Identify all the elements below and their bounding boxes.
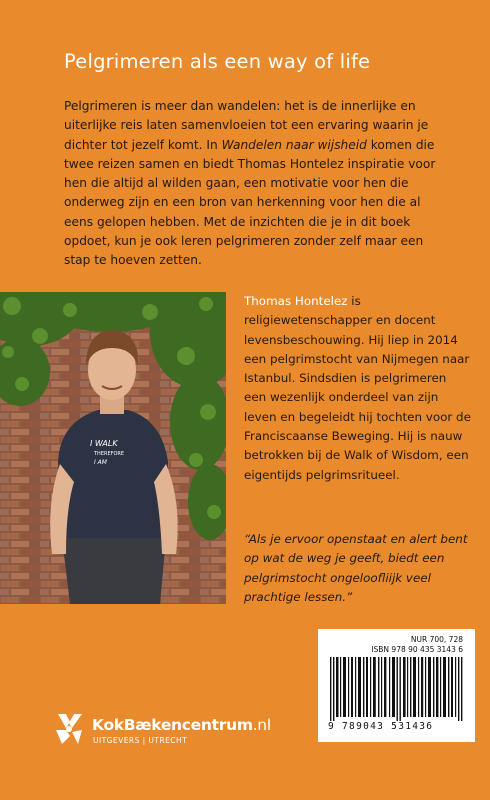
book-quote: “Als je ervoor openstaat en alert bent op wat de weg je geeft, biedt een pelgrimstocht ongeloofliijk veel prachtige lessen.”: [244, 532, 468, 604]
nur-code: NUR 700, 728: [410, 635, 463, 644]
barcode-digits: 9 789043 531436: [328, 721, 434, 732]
publisher-name: [92, 716, 271, 734]
book-blurb: [64, 97, 436, 271]
publisher-mark-icon: [52, 712, 86, 746]
back-cover-title: Pelgrimeren als een way of life: [64, 50, 371, 73]
barcode-block: [318, 629, 475, 742]
author-photo: [0, 292, 226, 604]
shirt-text-3: I AM: [94, 459, 107, 466]
publisher-name-bold: KokBækencentrum: [92, 716, 253, 734]
publisher-name-suffix: .nl: [252, 716, 271, 734]
author-name: Thomas Hontelez: [244, 294, 348, 308]
publisher-subline: UITGEVERS | UTRECHT: [93, 736, 188, 745]
isbn-code: ISBN 978 90 435 3143 6: [371, 645, 463, 654]
author-bio-text: is religiewetenschapper en docent levensbeschouwing. Hij liep in 2014 een pelgrimstocht van Nijmegen naar Istanbul. Sindsdien is pelgrimeren een wezenlijk onderdeel van zijn leven en begeleidt hij tochten voor de Franciscaanse Beweging. Hij is nauw betrokken bij de Walk of Wisdom, een eigentijds pelgrimsritueel.: [244, 294, 471, 482]
blurb-part-2: komen die twee reizen samen en biedt Thomas Hontelez inspiratie voor hen die altijd al wilden gaan, een motivatie voor hen die onderweg zijn en een bron van herkenning voor hen die al eens gelopen hebben. Met de inzichten die je in dit boek opdoet, kun je ook leren pelgrimeren zonder zelf maar een stap te hoeven zetten.: [64, 137, 436, 268]
book-title-italic: Wandelen naar wijsheid: [221, 137, 367, 152]
shirt-text-1: I WALK: [90, 439, 118, 448]
author-bio: [244, 292, 472, 485]
shirt-text-2: THEREFORE: [94, 451, 125, 457]
blurb-part-1: Pelgrimeren is meer dan wandelen: het is de innerlijke en uiterlijke reis laten samenvloeien tot een ervaring waarin je dichter tot jezelf komt. In: [64, 99, 429, 152]
barcode-icon: [328, 657, 466, 721]
